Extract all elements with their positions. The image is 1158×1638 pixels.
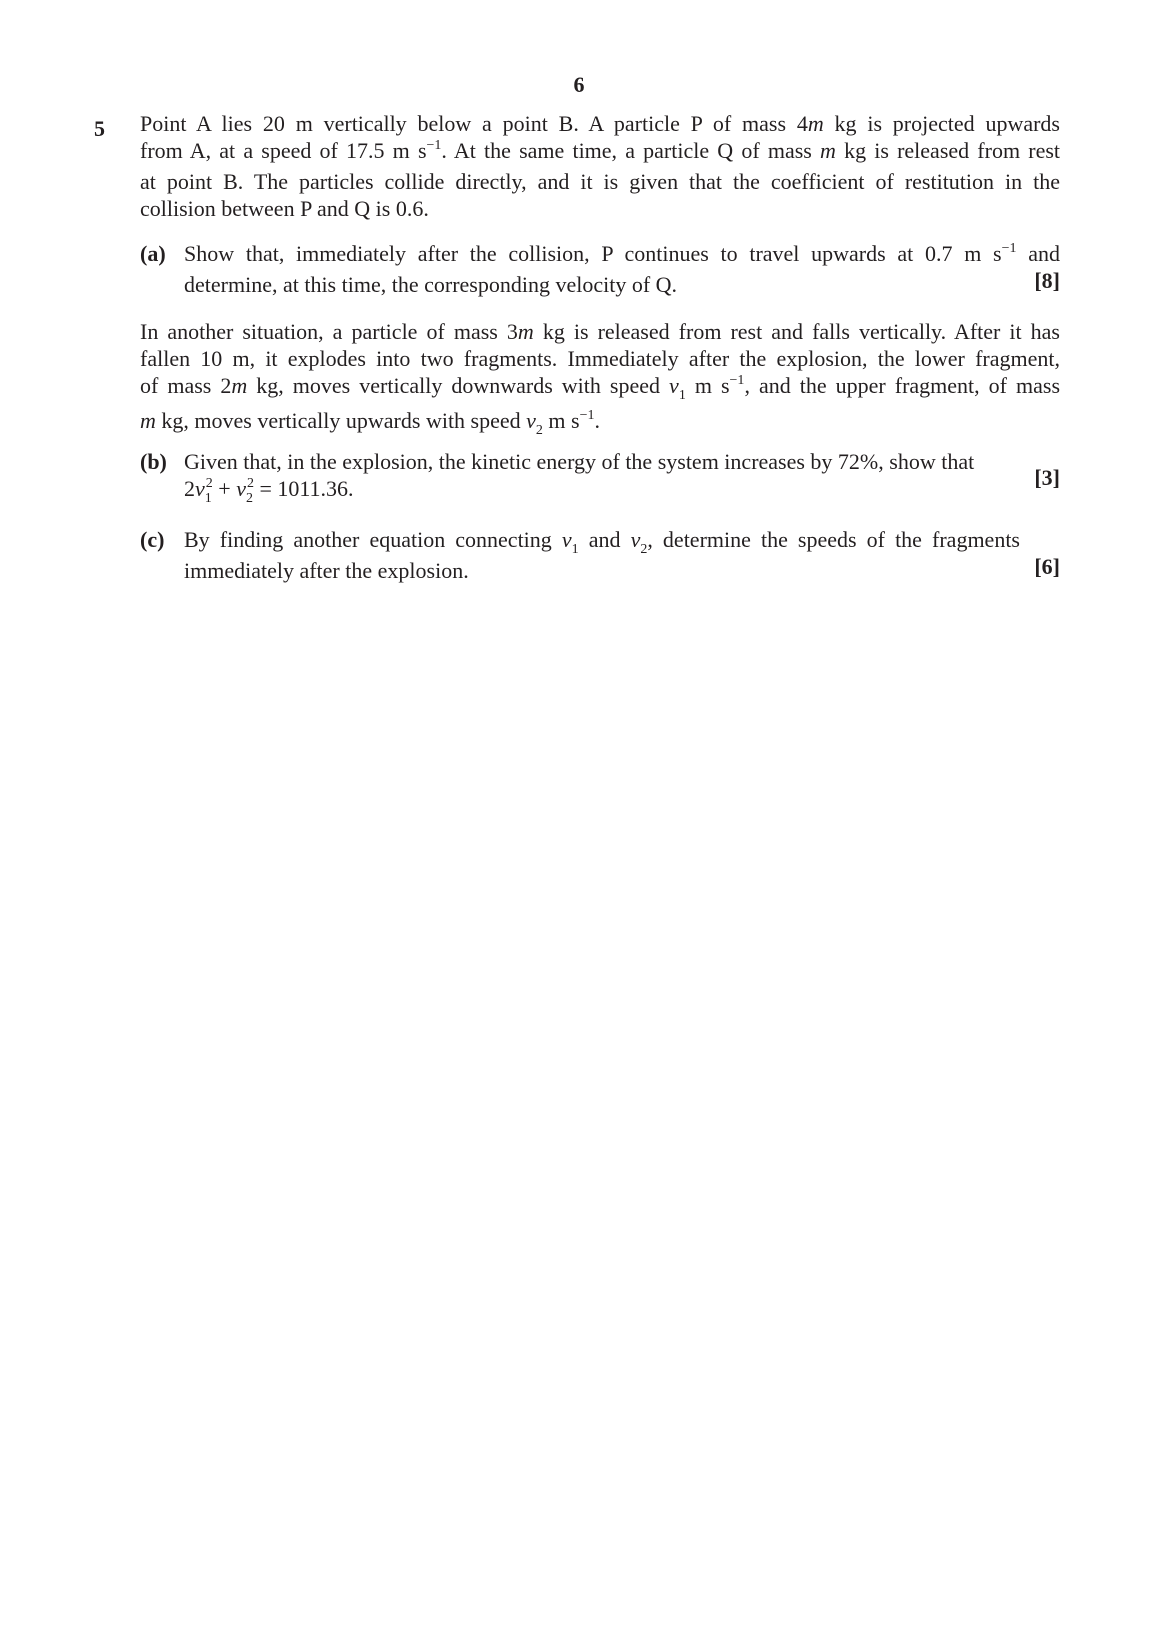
part-a-line-1: Show that, immediately after the collision, P continues to travel upwards at 0.7 m $s^{-1}$ and	[184, 241, 1060, 266]
intro-line-4: collision between P and Q is 0.6.	[140, 196, 429, 221]
part-a-line-2: determine, at this time, the corresponding velocity of Q.	[184, 272, 678, 297]
part-c-label: (c)	[140, 527, 165, 552]
part-b-equation: $2v_1^2 + v_2^2 = 1011.36$.	[184, 476, 354, 506]
part-b	[140, 448, 1060, 508]
part-a-label: (a)	[140, 241, 166, 266]
intro-line-1: Point A lies 20 m vertically below a point B. A particle P of mass 4m kg is projected upwards	[140, 111, 1060, 136]
part-b-line-1: Given that, in the explosion, the kinetic energy of the system increases by 72%, show that	[184, 449, 975, 474]
part-c-line-1: By finding another equation connecting $v_1$ and $v_2$, determine the speeds of the fragments	[184, 527, 1020, 557]
part-a	[140, 240, 1060, 300]
part-b-label: (b)	[140, 449, 167, 474]
part-c-text	[184, 526, 1020, 584]
part-c	[140, 526, 1060, 586]
situation-line-3: of mass 2m kg, moves vertically downwards with speed $v_1$ m $s^{-1}$, and the upper fragment, of mass	[140, 373, 1061, 403]
question-number: 5	[94, 116, 105, 141]
part-b-text	[184, 448, 1020, 506]
intro-line-3: at point B. The particles collide directly, and it is given that the coefficient of restitution in the	[140, 169, 1060, 194]
question-intro	[140, 110, 1060, 222]
part-b-marks: [3]	[1034, 465, 1060, 490]
situation-line-2: fallen 10 m, it explodes into two fragments. Immediately after the explosion, the lower fragment,	[140, 346, 1060, 371]
page-number: 6	[573, 72, 585, 97]
intro-line-2: from A, at a speed of 17.5 m $s^{-1}$. At the same time, a particle Q of mass m kg is released from rest	[140, 138, 1061, 163]
situation-line-1: In another situation, a particle of mass 3m kg is released from rest and falls vertically. After it has	[140, 319, 1060, 344]
part-c-marks: [6]	[1034, 554, 1060, 579]
part-a-text	[184, 240, 1060, 298]
second-situation	[140, 318, 1060, 438]
part-a-marks: [8]	[1034, 268, 1060, 293]
situation-line-4: m kg, moves vertically upwards with speed $v_2$ m $s^{-1}$.	[140, 408, 601, 438]
part-c-line-2: immediately after the explosion.	[184, 558, 469, 583]
